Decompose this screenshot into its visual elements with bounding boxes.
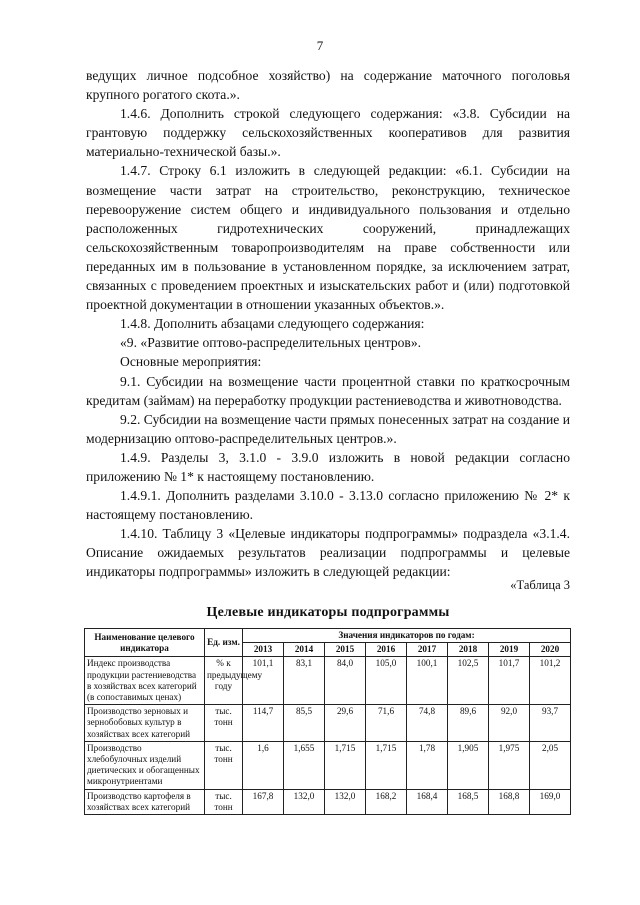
indicator-value: 1,905 — [448, 741, 489, 789]
paragraph: 1.4.8. Дополнить абзацами следующего содержания: — [120, 316, 425, 332]
indicator-value: 1,78 — [407, 741, 448, 789]
header-year: 2017 — [407, 643, 448, 657]
header-unit: Ед. изм. — [205, 629, 243, 657]
paragraph: 9.1. Субсидии на возмещение части процентной ставки по краткосрочным кредитам (займам) на переработку продукции растениеводства и животноводства. — [86, 373, 570, 408]
indicator-value: 93,7 — [530, 705, 571, 742]
indicator-value: 89,6 — [448, 705, 489, 742]
paragraph: Основные мероприятия: — [120, 354, 262, 370]
paragraph: 1.4.7. Строку 6.1 изложить в следующей редакции: «6.1. Субсидии на возмещение части затрат на строительство, реконструкцию, техническое перевооружение систем общего и индивидуального пользования и отдельно расположенных гидротехнических сооружений, принадлежащих сельскохозяйственным товаропроизводителям на праве собственности или переданных им в пользование в установленном порядке, за исключением затрат, связанных с проведением проектных и изыскательских работ и (или) подготовкой проектной документации в отношении указанных объектов.». — [86, 163, 570, 313]
indicator-value: 132,0 — [284, 789, 325, 814]
table-row — [85, 789, 571, 814]
indicator-name: Производство хлебобулочных изделий диетических и обогащенных микронутриентами — [85, 741, 205, 789]
indicator-name: Производство зерновых и зернобобовых культур в хозяйствах всех категорий — [85, 705, 205, 742]
indicator-value: 100,1 — [407, 657, 448, 705]
header-year: 2018 — [448, 643, 489, 657]
table-header-row — [85, 629, 571, 643]
table-label: «Таблица 3 — [510, 578, 570, 592]
indicator-value: 102,5 — [448, 657, 489, 705]
indicator-value: 71,6 — [366, 705, 407, 742]
indicator-value: 83,1 — [284, 657, 325, 705]
indicator-value: 84,0 — [325, 657, 366, 705]
paragraph: 9.2. Субсидии на возмещение части прямых понесенных затрат на создание и модернизацию оптово-распределительных центров.». — [86, 411, 570, 446]
indicator-value: 101,2 — [530, 657, 571, 705]
paragraph: 1.4.9. Разделы 3, 3.1.0 - 3.9.0 изложить в новой редакции согласно приложению № 1* к настоящему постановлению. — [86, 449, 570, 484]
header-year: 2014 — [284, 643, 325, 657]
indicator-value: 168,5 — [448, 789, 489, 814]
indicator-unit: % к предыдущему году — [205, 657, 243, 705]
table-row — [85, 741, 571, 789]
indicator-value: 132,0 — [325, 789, 366, 814]
indicator-unit: тыс. тонн — [205, 789, 243, 814]
header-year: 2015 — [325, 643, 366, 657]
indicator-value: 85,5 — [284, 705, 325, 742]
table-row — [85, 705, 571, 742]
indicator-value: 168,4 — [407, 789, 448, 814]
indicator-value: 168,2 — [366, 789, 407, 814]
indicator-value: 169,0 — [530, 789, 571, 814]
indicator-value: 1,715 — [366, 741, 407, 789]
header-year: 2019 — [489, 643, 530, 657]
indicator-value: 92,0 — [489, 705, 530, 742]
paragraph: 1.4.9.1. Дополнить разделами 3.10.0 - 3.13.0 согласно приложению № 2* к настоящему постановлению. — [86, 488, 570, 523]
table-title: Целевые индикаторы подпрограммы — [206, 605, 450, 620]
indicator-name: Индекс производства продукции растениеводства в хозяйствах всех категорий (в сопоставимых ценах) — [85, 657, 205, 705]
paragraph: «9. «Развитие оптово-распределительных центров». — [120, 335, 422, 351]
indicator-value: 1,655 — [284, 741, 325, 789]
indicators-table — [84, 628, 571, 815]
paragraph: 1.4.6. Дополнить строкой следующего содержания: «3.8. Субсидии на грантовую поддержку сельскохозяйственных кооперативов для развития материально-технической базы.». — [86, 106, 570, 160]
indicator-value: 101,7 — [489, 657, 530, 705]
paragraph: ведущих личное подсобное хозяйство) на содержание маточного поголовья крупного рогатого скота.». — [86, 68, 570, 103]
indicator-unit: тыс. тонн — [205, 705, 243, 742]
indicator-value: 168,8 — [489, 789, 530, 814]
indicator-value: 1,975 — [489, 741, 530, 789]
indicator-value: 2,05 — [530, 741, 571, 789]
indicator-value: 1,715 — [325, 741, 366, 789]
table-body — [85, 657, 571, 815]
header-values: Значения индикаторов по годам: — [243, 629, 571, 643]
header-year: 2013 — [243, 643, 284, 657]
body-text — [86, 66, 570, 582]
page-number: 7 — [316, 38, 324, 53]
indicator-unit: тыс. тонн — [205, 741, 243, 789]
indicator-value: 101,1 — [243, 657, 284, 705]
indicator-value: 105,0 — [366, 657, 407, 705]
indicator-name: Производство картофеля в хозяйствах всех категорий — [85, 789, 205, 814]
indicator-value: 114,7 — [243, 705, 284, 742]
header-year: 2020 — [530, 643, 571, 657]
header-indicator-name: Наименование целевого индикатора — [85, 629, 205, 657]
table-row — [85, 657, 571, 705]
indicator-value: 29,6 — [325, 705, 366, 742]
paragraph: 1.4.10. Таблицу 3 «Целевые индикаторы подпрограммы» подраздела «3.1.4. Описание ожидаемых результатов реализации подпрограммы и целевые индикаторы подпрограммы» изложить в следующей редакции: — [86, 526, 570, 580]
indicator-value: 1,6 — [243, 741, 284, 789]
indicator-value: 74,8 — [407, 705, 448, 742]
indicator-value: 167,8 — [243, 789, 284, 814]
header-year: 2016 — [366, 643, 407, 657]
